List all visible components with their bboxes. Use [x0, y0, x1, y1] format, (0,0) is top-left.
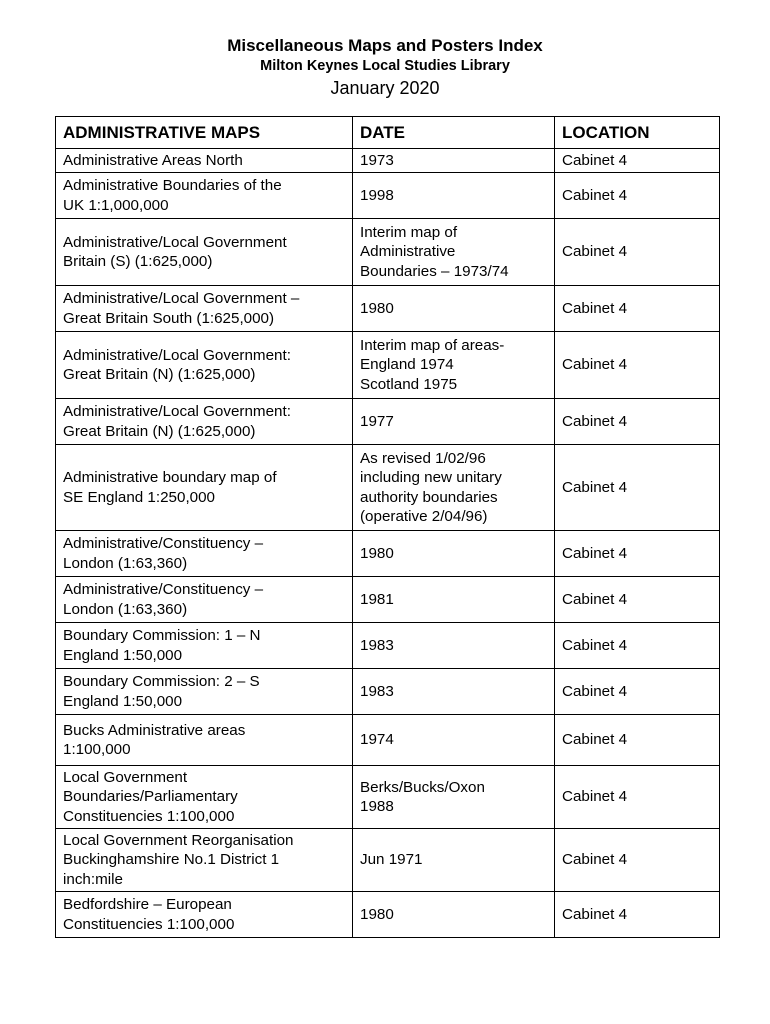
map-date-cell: As revised 1/02/96 including new unitary authority boundaries (operative 2/04/96) — [353, 445, 555, 531]
map-date-cell: Interim map of Administrative Boundaries – 1973/74 — [353, 219, 555, 286]
maps-index-table — [55, 116, 720, 938]
map-date-cell: 1981 — [353, 577, 555, 623]
map-title-cell: Bedfordshire – European Constituencies 1:100,000 — [56, 892, 353, 938]
table-row — [56, 766, 720, 829]
map-date-cell: 1998 — [353, 173, 555, 219]
map-date-cell: Jun 1971 — [353, 829, 555, 892]
map-date-cell: 1977 — [353, 399, 555, 445]
map-title-cell: Administrative/Local Government: Great Britain (N) (1:625,000) — [56, 332, 353, 399]
table-row — [56, 332, 720, 399]
map-title-cell: Administrative boundary map of SE England 1:250,000 — [56, 445, 353, 531]
table-row — [56, 669, 720, 715]
table-row — [56, 829, 720, 892]
map-date-cell: 1980 — [353, 286, 555, 332]
map-title-cell: Bucks Administrative areas 1:100,000 — [56, 715, 353, 766]
table-row — [56, 623, 720, 669]
map-date-cell: 1980 — [353, 892, 555, 938]
map-location-cell: Cabinet 4 — [555, 623, 720, 669]
table-row — [56, 399, 720, 445]
table-row — [56, 286, 720, 332]
map-title-cell: Administrative Areas North — [56, 149, 353, 173]
document-date: January 2020 — [330, 78, 440, 98]
table-row — [56, 173, 720, 219]
map-date-cell: 1974 — [353, 715, 555, 766]
table-row — [56, 577, 720, 623]
map-location-cell: Cabinet 4 — [555, 286, 720, 332]
map-title-cell: Administrative/Local Government Britain (S) (1:625,000) — [56, 219, 353, 286]
map-title-cell: Administrative/Local Government: Great Britain (N) (1:625,000) — [56, 399, 353, 445]
map-location-cell: Cabinet 4 — [555, 173, 720, 219]
map-date-cell: 1980 — [353, 531, 555, 577]
map-location-cell: Cabinet 4 — [555, 892, 720, 938]
map-location-cell: Cabinet 4 — [555, 219, 720, 286]
table-header-row — [56, 117, 720, 149]
map-title-cell: Administrative Boundaries of the UK 1:1,000,000 — [56, 173, 353, 219]
table-row — [56, 445, 720, 531]
map-location-cell: Cabinet 4 — [555, 829, 720, 892]
map-location-cell: Cabinet 4 — [555, 332, 720, 399]
map-title-cell: Boundary Commission: 1 – N England 1:50,000 — [56, 623, 353, 669]
table-row — [56, 219, 720, 286]
map-location-cell: Cabinet 4 — [555, 669, 720, 715]
map-location-cell: Cabinet 4 — [555, 445, 720, 531]
map-date-cell: 1983 — [353, 623, 555, 669]
map-title-cell: Administrative/Constituency – London (1:63,360) — [56, 531, 353, 577]
document-subtitle: Milton Keynes Local Studies Library — [260, 58, 510, 74]
map-location-cell: Cabinet 4 — [555, 766, 720, 829]
table-row — [56, 892, 720, 938]
column-header-location: LOCATION — [555, 117, 720, 149]
map-location-cell: Cabinet 4 — [555, 149, 720, 173]
map-location-cell: Cabinet 4 — [555, 577, 720, 623]
map-location-cell: Cabinet 4 — [555, 715, 720, 766]
map-date-cell: 1973 — [353, 149, 555, 173]
document-title: Miscellaneous Maps and Posters Index — [227, 36, 543, 55]
map-title-cell: Local Government Boundaries/Parliamentary Constituencies 1:100,000 — [56, 766, 353, 829]
map-date-cell: Berks/Bucks/Oxon 1988 — [353, 766, 555, 829]
column-header-date: DATE — [353, 117, 555, 149]
table-row — [56, 531, 720, 577]
map-title-cell: Local Government Reorganisation Buckinghamshire No.1 District 1 inch:mile — [56, 829, 353, 892]
map-date-cell: Interim map of areas- England 1974 Scotland 1975 — [353, 332, 555, 399]
map-title-cell: Administrative/Constituency – London (1:63,360) — [56, 577, 353, 623]
map-title-cell: Boundary Commission: 2 – S England 1:50,000 — [56, 669, 353, 715]
column-header-maps: ADMINISTRATIVE MAPS — [56, 117, 353, 149]
table-row — [56, 149, 720, 173]
map-location-cell: Cabinet 4 — [555, 531, 720, 577]
table-row — [56, 715, 720, 766]
map-title-cell: Administrative/Local Government – Great Britain South (1:625,000) — [56, 286, 353, 332]
map-date-cell: 1983 — [353, 669, 555, 715]
map-location-cell: Cabinet 4 — [555, 399, 720, 445]
